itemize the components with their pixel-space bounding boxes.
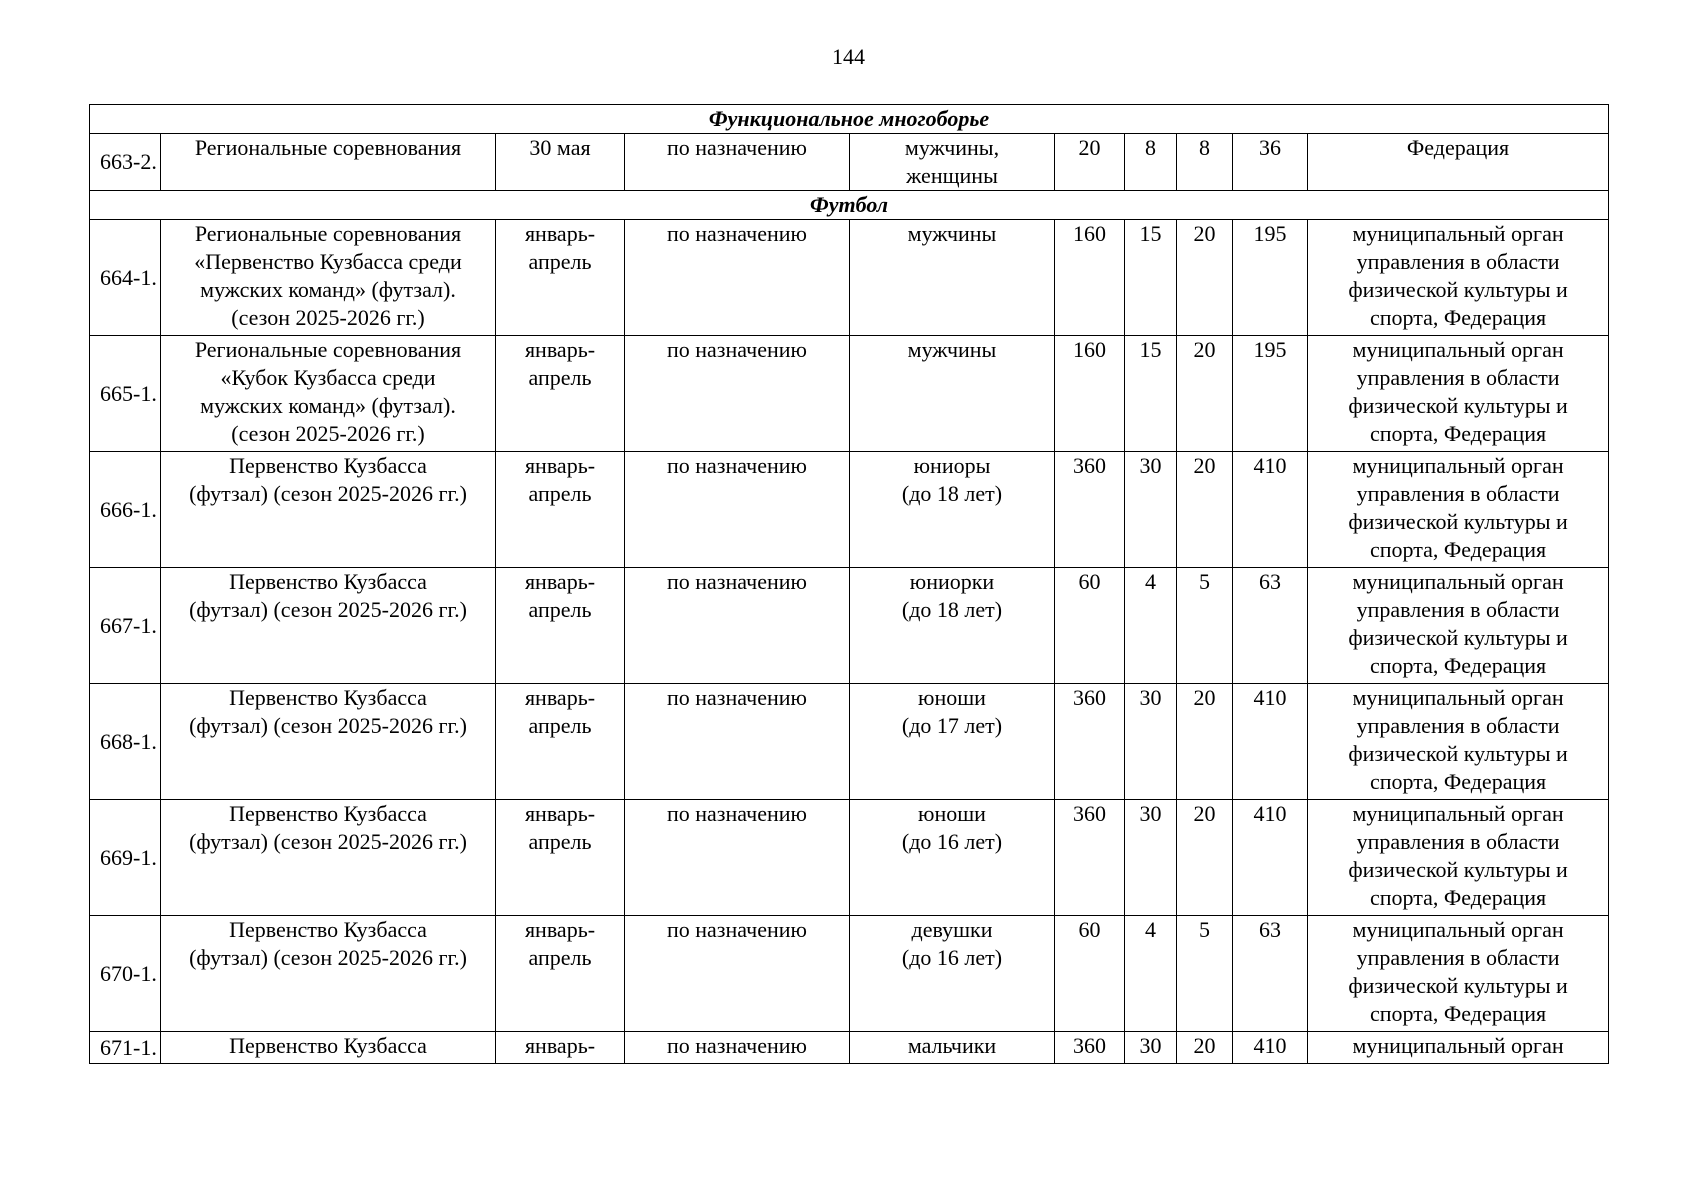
event-count-2: 15: [1125, 220, 1177, 336]
table-row: [90, 336, 1609, 452]
event-count-1: 20: [1055, 134, 1125, 191]
event-count-2: 30: [1125, 684, 1177, 800]
event-count-1: 60: [1055, 916, 1125, 1032]
event-name: Первенство Кузбасса (футзал) (сезон 2025-2026 гг.): [161, 800, 496, 916]
table-row: [90, 452, 1609, 568]
event-count-2: 4: [1125, 916, 1177, 1032]
event-organizer: муниципальный орган управления в области физической культуры и спорта, Федерация: [1308, 568, 1609, 684]
table-row: [90, 134, 1609, 191]
table-row: [90, 1032, 1609, 1064]
event-date: январь- апрель: [496, 568, 625, 684]
event-organizer: Федерация: [1308, 134, 1609, 191]
event-count-total: 410: [1233, 800, 1308, 916]
event-count-2: 4: [1125, 568, 1177, 684]
event-participants: юноши (до 17 лет): [850, 684, 1055, 800]
event-count-1: 160: [1055, 220, 1125, 336]
event-count-total: 195: [1233, 336, 1308, 452]
event-organizer: муниципальный орган управления в области физической культуры и спорта, Федерация: [1308, 684, 1609, 800]
event-count-total: 410: [1233, 684, 1308, 800]
event-count-3: 20: [1177, 452, 1233, 568]
event-date: январь-: [496, 1032, 625, 1064]
event-count-3: 20: [1177, 684, 1233, 800]
event-count-2: 8: [1125, 134, 1177, 191]
event-participants: юноши (до 16 лет): [850, 800, 1055, 916]
event-date: январь- апрель: [496, 336, 625, 452]
event-count-3: 20: [1177, 336, 1233, 452]
page-number: 144: [832, 44, 865, 69]
event-count-total: 410: [1233, 1032, 1308, 1064]
event-number: 665-1.: [90, 336, 161, 452]
table-row: [90, 568, 1609, 684]
event-name: Региональные соревнования «Кубок Кузбасса среди мужских команд» (футзал). (сезон 2025-2026 гг.): [161, 336, 496, 452]
event-date: 30 мая: [496, 134, 625, 191]
event-count-3: 20: [1177, 220, 1233, 336]
event-participants: мальчики: [850, 1032, 1055, 1064]
event-name: Региональные соревнования: [161, 134, 496, 191]
event-location: по назначению: [625, 134, 850, 191]
event-count-1: 360: [1055, 684, 1125, 800]
event-location: по назначению: [625, 220, 850, 336]
table-row: [90, 916, 1609, 1032]
section-title: Функциональное многоборье: [90, 105, 1609, 134]
event-participants: мужчины: [850, 336, 1055, 452]
event-number: 668-1.: [90, 684, 161, 800]
event-number: 671-1.: [90, 1032, 161, 1064]
event-participants: юниорки (до 18 лет): [850, 568, 1055, 684]
event-location: по назначению: [625, 452, 850, 568]
event-count-total: 36: [1233, 134, 1308, 191]
event-location: по назначению: [625, 800, 850, 916]
event-name: Первенство Кузбасса (футзал) (сезон 2025-2026 гг.): [161, 916, 496, 1032]
event-participants: мужчины: [850, 220, 1055, 336]
event-date: январь- апрель: [496, 684, 625, 800]
event-number: 664-1.: [90, 220, 161, 336]
event-organizer: муниципальный орган управления в области физической культуры и спорта, Федерация: [1308, 916, 1609, 1032]
table-row: [90, 220, 1609, 336]
event-count-3: 8: [1177, 134, 1233, 191]
event-name: Первенство Кузбасса: [161, 1032, 496, 1064]
event-count-3: 5: [1177, 916, 1233, 1032]
event-participants: юниоры (до 18 лет): [850, 452, 1055, 568]
event-organizer: муниципальный орган управления в области физической культуры и спорта, Федерация: [1308, 452, 1609, 568]
event-count-total: 63: [1233, 568, 1308, 684]
event-count-total: 195: [1233, 220, 1308, 336]
event-count-total: 410: [1233, 452, 1308, 568]
event-participants: девушки (до 16 лет): [850, 916, 1055, 1032]
table-row: [90, 800, 1609, 916]
event-name: Первенство Кузбасса (футзал) (сезон 2025-2026 гг.): [161, 684, 496, 800]
event-count-1: 360: [1055, 452, 1125, 568]
event-number: 669-1.: [90, 800, 161, 916]
event-count-total: 63: [1233, 916, 1308, 1032]
event-count-3: 20: [1177, 1032, 1233, 1064]
event-organizer: муниципальный орган управления в области физической культуры и спорта, Федерация: [1308, 336, 1609, 452]
event-count-1: 360: [1055, 800, 1125, 916]
event-date: январь- апрель: [496, 220, 625, 336]
event-organizer: муниципальный орган: [1308, 1032, 1609, 1064]
event-count-1: 160: [1055, 336, 1125, 452]
event-location: по назначению: [625, 684, 850, 800]
event-location: по назначению: [625, 568, 850, 684]
event-number: 663-2.: [90, 134, 161, 191]
event-date: январь- апрель: [496, 452, 625, 568]
event-number: 667-1.: [90, 568, 161, 684]
table-row: [90, 684, 1609, 800]
event-name: Первенство Кузбасса (футзал) (сезон 2025-2026 гг.): [161, 568, 496, 684]
event-organizer: муниципальный орган управления в области физической культуры и спорта, Федерация: [1308, 220, 1609, 336]
event-number: 670-1.: [90, 916, 161, 1032]
event-name: Региональные соревнования «Первенство Кузбасса среди мужских команд» (футзал). (сезон 2025-2026 гг.): [161, 220, 496, 336]
event-number: 666-1.: [90, 452, 161, 568]
section-title: Футбол: [90, 191, 1609, 220]
section-header-row: [90, 105, 1609, 134]
event-participants: мужчины, женщины: [850, 134, 1055, 191]
event-location: по назначению: [625, 336, 850, 452]
event-count-2: 30: [1125, 1032, 1177, 1064]
event-count-3: 5: [1177, 568, 1233, 684]
event-count-1: 60: [1055, 568, 1125, 684]
event-location: по назначению: [625, 1032, 850, 1064]
event-count-2: 30: [1125, 800, 1177, 916]
event-count-2: 15: [1125, 336, 1177, 452]
events-table: [89, 104, 1609, 1064]
event-date: январь- апрель: [496, 916, 625, 1032]
event-organizer: муниципальный орган управления в области физической культуры и спорта, Федерация: [1308, 800, 1609, 916]
event-count-2: 30: [1125, 452, 1177, 568]
event-date: январь- апрель: [496, 800, 625, 916]
event-count-1: 360: [1055, 1032, 1125, 1064]
event-location: по назначению: [625, 916, 850, 1032]
event-name: Первенство Кузбасса (футзал) (сезон 2025-2026 гг.): [161, 452, 496, 568]
section-header-row: [90, 191, 1609, 220]
event-count-3: 20: [1177, 800, 1233, 916]
